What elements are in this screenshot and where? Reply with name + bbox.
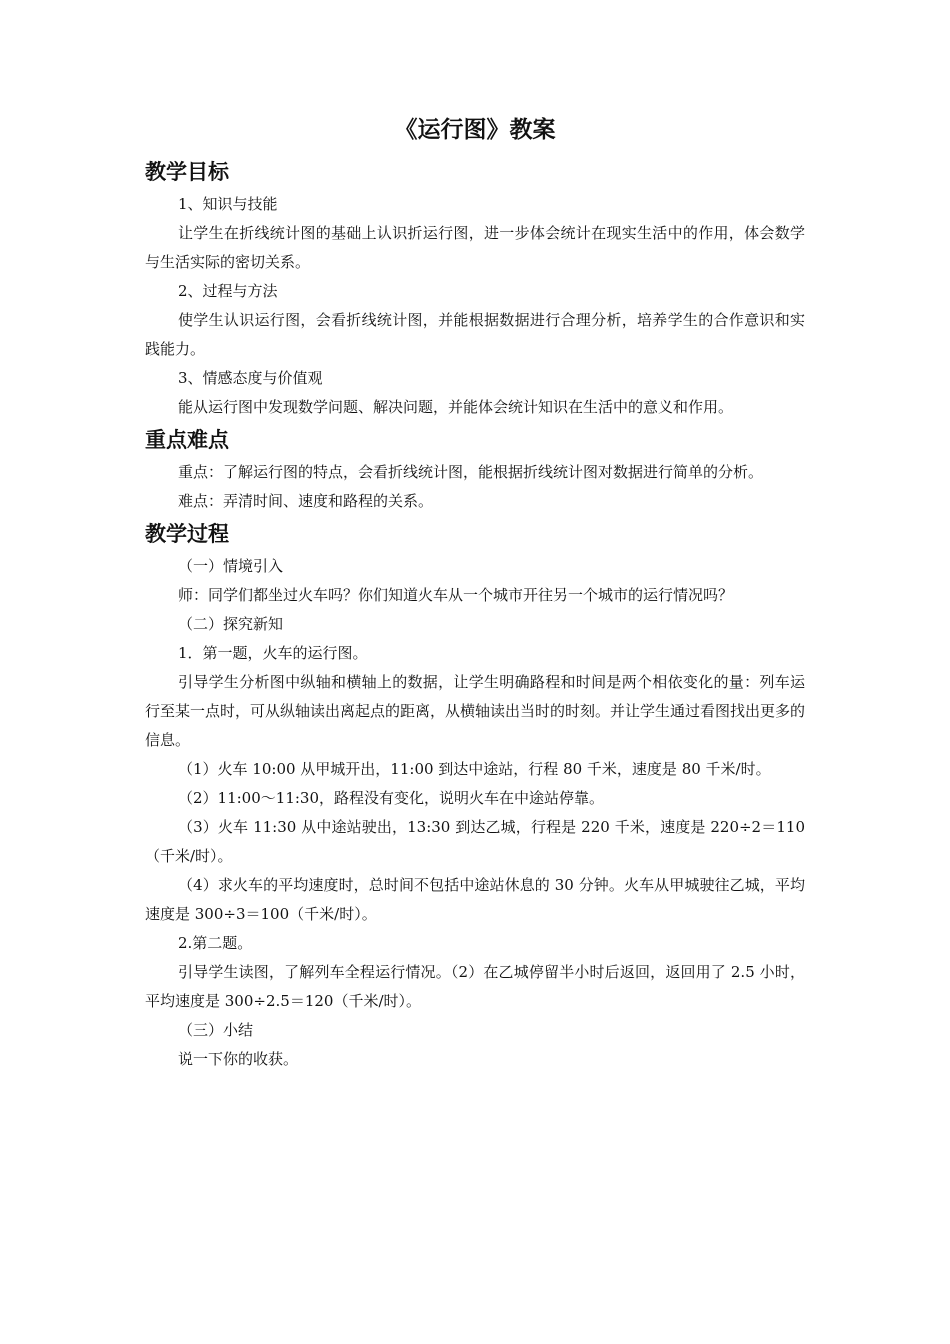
goal-item-3-heading: 3、情感态度与价值观: [178, 369, 323, 387]
section-teaching-process: [145, 516, 805, 1074]
process-step-summary-text: 说一下你的收获。: [178, 1050, 299, 1068]
goal-item-2-heading: 2、过程与方法: [178, 282, 278, 300]
exercise-1-heading: 1．第一题，火车的运行图。: [178, 644, 368, 662]
exercise-2-guidance: 引导学生读图，了解列车全程运行情况。（2）在乙城停留半小时后返回，返回用了 2.5 小时，平均速度是 300÷2.5＝120（千米/时）。: [145, 963, 805, 1010]
exercise-1-point-1: （1）火车 10:00 从甲城开出，11:00 到达中途站，行程 80 千米，速度是 80 千米/时。: [178, 760, 771, 778]
section-heading-process: 教学过程: [145, 522, 229, 546]
exercise-2-heading: 2.第二题。: [178, 934, 253, 952]
goal-item-2-text: 使学生认识运行图，会看折线统计图，并能根据数据进行合理分析，培养学生的合作意识和实践能力。: [145, 311, 805, 358]
key-point: 重点：了解运行图的特点，会看折线统计图，能根据折线统计图对数据进行简单的分析。: [178, 463, 764, 481]
difficult-point: 难点：弄清时间、速度和路程的关系。: [178, 492, 434, 510]
process-step-explore-heading: （二）探究新知: [178, 615, 284, 633]
document-title: 《运行图》教案: [394, 117, 556, 143]
process-step-intro-text: 师：同学们都坐过火车吗？你们知道火车从一个城市开往另一个城市的运行情况吗？: [178, 586, 734, 604]
section-heading-goals: 教学目标: [145, 160, 229, 184]
process-step-intro-heading: （一）情境引入: [178, 557, 284, 575]
section-teaching-goals: [145, 154, 805, 422]
goal-item-1-text: 让学生在折线统计图的基础上认识折运行图，进一步体会统计在现实生活中的作用，体会数学与生活实际的密切关系。: [145, 224, 805, 271]
exercise-1-point-4: （4）求火车的平均速度时，总时间不包括中途站休息的 30 分钟。火车从甲城驶往乙城，平均速度是 300÷3＝100（千米/时）。: [145, 876, 805, 923]
exercise-1-point-2: （2）11:00～11:30，路程没有变化，说明火车在中途站停靠。: [178, 789, 605, 807]
section-heading-keypoints: 重点难点: [145, 428, 229, 452]
document-body: [145, 110, 805, 1074]
exercise-1-point-3: （3）火车 11:30 从中途站驶出，13:30 到达乙城，行程是 220 千米，速度是 220÷2＝110（千米/时）。: [145, 818, 805, 865]
exercise-1-guidance: 引导学生分析图中纵轴和横轴上的数据，让学生明确路程和时间是两个相依变化的量：列车运行至某一点时，可从纵轴读出离起点的距离，从横轴读出当时的时刻。并让学生通过看图找出更多的信息。: [145, 673, 806, 749]
section-key-points: [145, 422, 805, 516]
goal-item-1-heading: 1、知识与技能: [178, 195, 278, 213]
goal-item-3-text: 能从运行图中发现数学问题、解决问题，并能体会统计知识在生活中的意义和作用。: [178, 398, 734, 416]
process-step-summary-heading: （三）小结: [178, 1021, 254, 1039]
